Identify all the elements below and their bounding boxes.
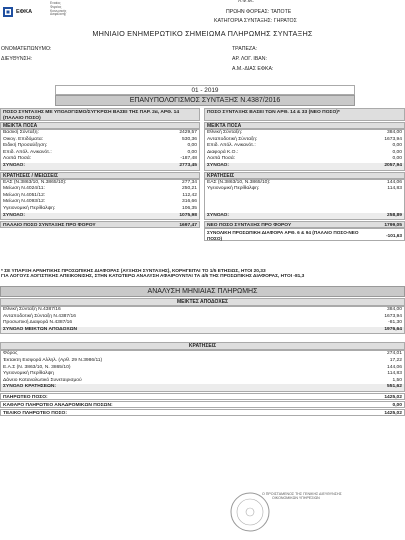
table-row [1, 307, 404, 314]
row-value: 1425,02 [384, 394, 402, 400]
row-value: 114,83 [387, 186, 402, 192]
row-value: 1697,47 [179, 223, 197, 229]
right-column [204, 108, 405, 241]
row-label: Υγειονομική Περίθαλψη [3, 371, 54, 377]
efka-logo [2, 4, 42, 20]
paid-row [0, 393, 405, 400]
left-header-text: ΠΟΣΟ ΣΥΝΤΑΞΗΣ ΜΕ ΥΠΟΛΟΓΙΣΜΟ/ΣΥΓΚΡΙΣΗ ΒΑΣΕΙ ΤΗΣ ΠΑΡ. 2α, ΑΡΘ. 14 (ΠΑΛΑΙΟ ΠΟΣΟ) [3, 110, 180, 121]
footnote-line: ΓΙΑ ΛΟΓΟΥΣ ΛΟΓΙΣΤΙΚΗΣ ΑΠΕΙΚΟΝΙΣΗΣ, ΣΤΗΝ ΚΑΤΩΤΕΡΩ ΑΝΑΛΥΣΗ ΑΦΑΙΡΟΥΝΤΑΙ ΤΑ 4/5 ΤΗΣ ΠΡΟΣΩΠΙΚΗΣ ΔΙΑΦΟΡΑΣ, ΗΤΟΙ -81,3 [1, 273, 305, 279]
row-label: ΠΑΛΑΙΟ ΠΟΣΟ ΣΥΝΤΑΞΗΣ ΠΡΟ ΦΟΡΟΥ [3, 223, 96, 229]
table-row [205, 156, 404, 163]
row-label: ΤΕΛΙΚΟ ΠΛΗΡΩΤΕΟ ΠΟΣΟ: [3, 410, 67, 416]
row-value: 384,00 [387, 130, 402, 135]
row-label: Εθνική Σύνταξη Ν.4387/16 [3, 307, 61, 312]
row-label: Δάνειο Καταναλωτικό Συνεταιρισμού [3, 377, 82, 383]
personal-diff-row [204, 228, 405, 241]
row-label: Λοιπά Ποσά: [3, 156, 32, 162]
row-value: 1673,94 [384, 136, 402, 142]
row-label: Προσωπική Διαφορά Ν.4387/16 [3, 320, 73, 326]
row-label: Μείωση Ν.4093/12: [3, 199, 46, 205]
row-value: 0,00 [392, 149, 402, 155]
left-gross-label [0, 122, 200, 129]
row-value: 274,01 [387, 351, 402, 357]
right-ded-label [204, 172, 405, 179]
tagline-line: Ενιαίος [50, 1, 61, 5]
row-label: ΕΑΣ (Ν.3863/10, Ν.3865/10): [207, 179, 271, 185]
footnote-line: * ΣΕ ΥΠΑΡΞΗ ΑΡΝΗΤΙΚΗΣ ΠΡΟΣΩΠΙΚΗΣ ΔΙΑΦΟΡΑΣ (ΑΥΞΗΣΗ ΣΥΝΤΑΞΗΣ), ΚΟΡΗΓΕΙΤΑΙ ΤΟ 1/5 ΕΤΗΣΙΩΣ, ΗΤΟΙ 20,33 [1, 269, 266, 274]
row-value: 384,00 [387, 307, 402, 312]
row-label: ΣΥΝΟΛΟ: [207, 212, 229, 218]
left-gross-label-text: ΜΕΙΚΤΑ ΠΟΣΑ [3, 123, 38, 129]
total-row [205, 213, 404, 220]
signature-block [262, 493, 342, 500]
row-value: 0,00 [392, 143, 402, 149]
gross-payments-label: ΜΕΙΚΤΕΣ ΑΠΟΔΟΧΕΣ [176, 299, 229, 305]
personal-diff-value: -101,63 [386, 233, 402, 239]
row-label: ΣΥΝΟΛΟ ΚΡΑΤΗΣΕΩΝ: [3, 384, 57, 390]
deductions-table [0, 350, 405, 392]
row-label: Φόρος [3, 351, 18, 357]
tagline-line: Ασφάλισης [50, 12, 67, 17]
row-label: ΣΥΝΟΛΟ ΜΕΙΚΤΩΝ ΑΠΟΔΟΧΩΝ [3, 326, 78, 332]
row-value: 0,00 [392, 402, 402, 408]
table-row [1, 320, 404, 327]
org-tagline [50, 2, 66, 17]
recalc-title: ΕΠΑΝΥΠΟΛΟΓΙΣΜΟΣ ΣΥΝΤΑΞΗΣ Ν.4387/2016 [129, 97, 281, 104]
new-before-tax-row [204, 221, 405, 228]
left-ded-table [0, 179, 200, 221]
row-value: 1799,05 [384, 223, 402, 229]
retro-row [0, 401, 405, 408]
bank-label: ΤΡΑΠΕΖΑ: [232, 46, 257, 52]
row-label: Ανταποδοτική Σύνταξη: [207, 136, 258, 142]
table-row [1, 199, 199, 206]
row-label: Οικογ. Επιδόματα: [3, 136, 44, 142]
row-label: Επιδ. Απόλ. Ανικανότ.: [207, 143, 256, 149]
row-label: Μείωση Ν.4051/12: [3, 192, 46, 198]
table-row [205, 186, 404, 193]
footnote [1, 270, 304, 280]
row-value: 316,66 [182, 199, 197, 205]
row-value: 1,50 [392, 377, 402, 383]
table-row [1, 143, 199, 150]
old-before-tax-row [0, 221, 200, 228]
final-row [0, 409, 405, 416]
row-label: ΣΥΝΟΛΟ: [3, 162, 25, 168]
row-label: ΕΑΣ (Ν.3863/10, Ν.3865/10): [3, 179, 67, 185]
table-row [1, 351, 404, 358]
row-label: Έκτακτη Εισφορά Αλληλ. (Αρθ. 29 Ν.3986/11) [3, 357, 103, 363]
efka-logo-icon [2, 6, 14, 18]
table-row [1, 365, 404, 372]
table-row [1, 206, 199, 213]
row-label: ΚΑΘΑΡΟ ΠΛΗΡΩΤΕΟ ΑΝΑΔΡΟΜΙΚΩΝ ΠΟΣΩΝ: [3, 402, 113, 408]
row-label: Υγειονομική Περίθαλψη: [207, 186, 260, 192]
tagline-line: Κοινωνικής [50, 8, 67, 13]
total-row [1, 384, 404, 391]
period-box [55, 85, 355, 95]
row-value: 144,06 [387, 179, 402, 185]
row-label: Επιδ. Απόλ. Ανικανότ.: [3, 149, 52, 155]
table-row [1, 130, 199, 137]
table-row [1, 371, 404, 378]
row-value: 551,62 [387, 384, 402, 390]
right-gross-label-text: ΜΕΙΚΤΑ ΠΟΣΑ [207, 123, 242, 129]
row-label: ΠΛΗΡΩΤΕΟ ΠΟΣΟ: [3, 394, 48, 400]
address-label: ΔΙΕΥΘΥΝΣΗ: [1, 56, 33, 62]
row-value: 250,21 [182, 186, 197, 192]
row-value: 277,34 [182, 179, 197, 185]
signature-line: Ο ΠΡΟΙΣΤΑΜΕΝΟΣ ΤΗΣ ΓΕΝΙΚΗΣ ΔΙΕΥΘΥΝΣΗΣ [262, 492, 342, 496]
gross-payments-header [0, 298, 405, 306]
deductions-header [0, 342, 405, 350]
left-ded-label [0, 172, 200, 179]
empty-row [205, 199, 404, 206]
category-label: ΚΑΤΗΓΟΡΙΑ ΣΥΝΤΑΞΗΣ: ΓΗΡΑΤΟΣ [214, 18, 297, 24]
row-label: ΝΕΟ ΠΟΣΟ ΣΥΝΤΑΞΗΣ ΠΡΟ ΦΟΡΟΥ [207, 223, 292, 229]
recalc-title-bar [55, 95, 355, 106]
row-label: Ανταποδοτική Σύνταξη Ν.4387/16 [3, 313, 76, 319]
row-value: 2773,45 [179, 162, 197, 168]
row-label: ΣΥΝΟΛΟ: [207, 162, 229, 168]
spacer [0, 334, 405, 342]
period: 01 - 2019 [191, 87, 219, 94]
row-label: Εθνική Σύνταξη: [207, 130, 243, 135]
table-row [205, 143, 404, 150]
amka-label: Α.Μ.-ΔΙΑΣ ΕΦΚΑ: [232, 66, 274, 72]
table-row [205, 130, 404, 137]
row-label: Ειδική Προσαύξηση: [3, 143, 48, 149]
right-header-text: ΠΟΣΟ ΣΥΝΤΑΞΗΣ ΒΑΣΕΙ ΤΩΝ ΑΡΘ. 14 & 33 (ΝΕΟ ΠΟΣΟ)* [207, 110, 340, 115]
row-value: 1673,94 [384, 313, 402, 319]
left-gross-table [0, 129, 200, 171]
analysis-title-bar [0, 286, 405, 297]
total-row [205, 163, 404, 170]
total-row [1, 213, 199, 220]
row-value: 17,22 [389, 357, 402, 363]
row-value: 2429,57 [179, 130, 197, 135]
row-value: 0,00 [187, 149, 197, 155]
row-label: Ε.Α.Σ (Ν. 3863/10, Ν. 3865/10) [3, 364, 71, 370]
row-value: 114,83 [387, 371, 402, 377]
right-gross-table [204, 129, 405, 171]
row-value: 2057,94 [384, 162, 402, 168]
row-label: Λοιπά Ποσά: [207, 156, 236, 162]
row-value: -81,30 [388, 320, 402, 326]
row-label: Διαφορά Κ.Ο.: [207, 149, 239, 155]
fullname-label: ΟΝΟΜΑΤΕΠΩΝΥΜΟ: [1, 46, 52, 52]
deductions-label: ΚΡΑΤΗΣΕΙΣ [188, 343, 217, 350]
row-value: 112,42 [182, 192, 197, 198]
row-value: 258,89 [387, 212, 402, 218]
analysis-section [0, 286, 405, 416]
table-row [1, 186, 199, 193]
right-header [204, 108, 405, 121]
tagline-line: Φορέας [50, 4, 62, 9]
row-value: 144,06 [387, 364, 402, 370]
left-column [0, 108, 200, 228]
table-row [1, 358, 404, 365]
org-name: ΕΦΚΑ [16, 9, 33, 15]
row-label: Υγειονομική Περίθαλψη: [3, 205, 56, 211]
total-row [1, 163, 199, 170]
left-ded-label-text: ΚΡΑΤΗΣΕΙΣ / ΜΕΙΩΣΕΙΣ [3, 172, 58, 179]
row-value: 1976,64 [384, 326, 402, 332]
table-row [1, 156, 199, 163]
iban-label: ΑΡ. ΛΟΓ. IBAN: [232, 56, 267, 62]
row-label: ΣΥΝΟΛΟ: [3, 212, 25, 218]
right-gross-label [204, 122, 405, 129]
row-value: 0,00 [392, 156, 402, 162]
row-label: Βασική Σύνταξη: [3, 130, 39, 135]
row-value: 0,00 [187, 143, 197, 149]
empty-row [205, 206, 404, 213]
analysis-title: ΑΝΑΛΥΣΗ ΜΗΝΙΑΙΑΣ ΠΛΗΡΩΜΗΣ [147, 288, 258, 295]
fund-label: ΠΡΩΗΝ ΦΟΡΕΑΣ: ΤΑΠΟΤΕ [226, 9, 292, 15]
afm-label: Α.Φ.Μ.: [238, 0, 255, 4]
row-value: 530,36 [182, 136, 197, 142]
row-value: 106,35 [182, 205, 197, 211]
right-ded-label-text: ΚΡΑΤΗΣΕΙΣ [207, 172, 235, 179]
row-value: -187,48 [180, 156, 197, 162]
right-ded-table [204, 179, 405, 221]
row-value: 1075,98 [179, 212, 197, 218]
personal-diff-label: ΣΥΝΟΛΙΚΗ ΠΡΟΣΩΠΙΚΗ ΔΙΑΦΟΡΑ ΑΡΘ. 6 & 94 (ΠΑΛΑΙΟ ΠΟΣΟ-ΝΕΟ ΠΟΣΟ) [207, 230, 359, 241]
page-title: ΜΗΝΙΑΙΟ ΕΝΗΜΕΡΩΤΙΚΟ ΣΗΜΕΙΩΜΑ ΠΛΗΡΩΜΗΣ ΣΥΝΤΑΞΗΣ [92, 29, 313, 38]
signature-line: ΟΙΚΟΝΟΜΙΚΩΝ ΥΠΗΡΕΣΙΩΝ [272, 495, 320, 500]
left-header [0, 108, 200, 121]
row-label: Μείωση Ν.4024/11: [3, 186, 45, 192]
empty-row [205, 193, 404, 200]
table-row [1, 378, 404, 385]
total-row [1, 327, 404, 334]
row-value: 1425,02 [384, 410, 402, 416]
gross-payments-table [0, 306, 405, 334]
